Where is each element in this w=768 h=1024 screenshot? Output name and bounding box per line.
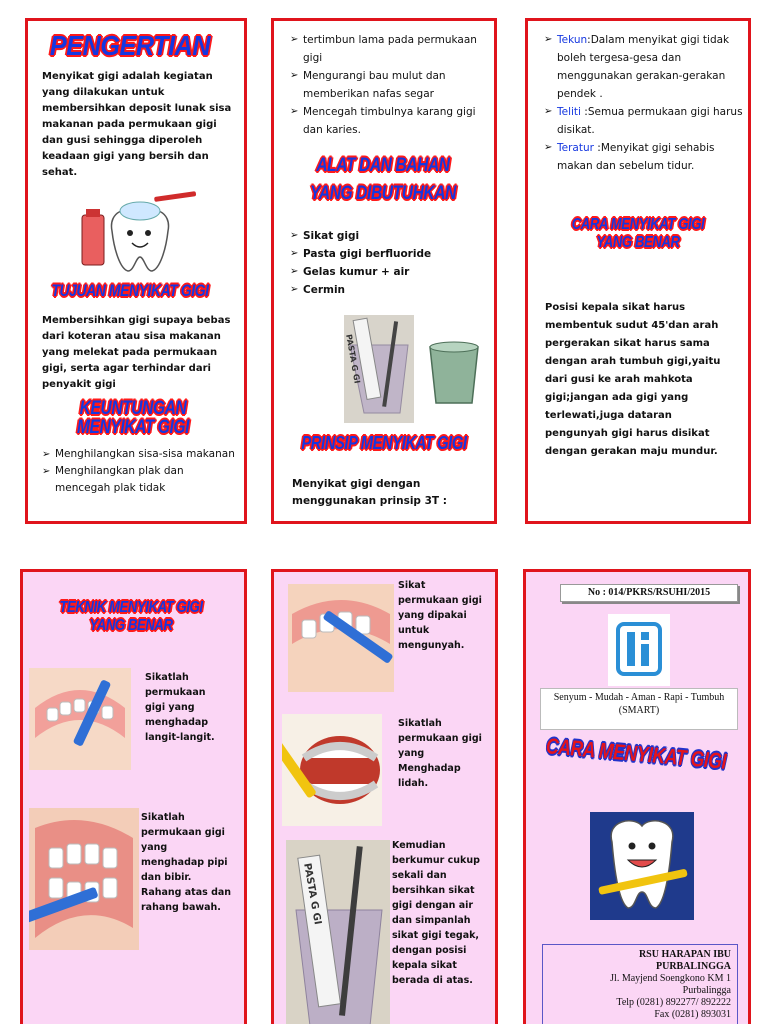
panel-teknik-lanjutan xyxy=(271,569,498,1024)
list-item: ➢ Sikat gigi xyxy=(290,227,490,245)
cara-text: Posisi kepala sikat harus membentuk sudut 45'dan arah pergerakan sikat harus sama dengan arah tumbuh gigi,yaitu dari gusi ke arah mahkota gigi;jangan ada gigi yang terlewati,juga dataran pengunyah gigi harus disikat dengan gerakan maju mundur. xyxy=(545,302,721,457)
list-item: ➢ Mencegah timbulnya karang gigi dan karies. xyxy=(290,103,490,139)
tube-label-2: PASTA G GI xyxy=(301,862,323,926)
list-item: ➢ Mengurangi bau mulut dan memberikan nafas segar xyxy=(290,67,490,103)
doc-number-box: No : 014/PKRS/RSUHI/2015 xyxy=(560,584,738,602)
title-teknik-1: TEKNIK MENYIKAT GIGI xyxy=(59,599,203,616)
prinsip-text: Menyikat gigi dengan menggunakan prinsip 3T : xyxy=(292,478,447,507)
alat-list xyxy=(290,227,490,299)
hospital-fax: Fax (0281) 893031 xyxy=(654,1009,731,1020)
brushing-chewing-image xyxy=(288,584,394,692)
motto-acronym: (SMART) xyxy=(618,705,660,716)
panel-pengertian xyxy=(25,18,247,524)
title-cara-1: CARA MENYIKAT GIGI xyxy=(571,216,705,233)
tujuan-text: Membersihkan gigi supaya bebas dari koteran atau sisa makanan yang melekat pada permukaan gigi, serta agar terhindar dari penyakit gigi xyxy=(42,315,231,390)
tooth-brushing-illustration xyxy=(78,191,198,276)
panel-alat-bahan xyxy=(271,18,497,524)
title-alat-1: ALAT DAN BAHAN xyxy=(316,155,450,176)
title-cover: CARA MENYIKAT GIGI xyxy=(545,733,727,774)
brushing-cheek-image xyxy=(29,808,139,950)
list-item: ➢ Menghilangkan sisa-sisa makanan xyxy=(42,446,238,463)
caption-cheek: Sikatlah permukaan gigi yang menghadap pipi dan bibir. Rahang atas dan rahang bawah. xyxy=(141,812,232,913)
brushing-palate-image xyxy=(29,668,131,770)
pengertian-text: Menyikat gigi adalah kegiatan yang dilakukan untuk membersihkan deposit lunak sisa makanan pada permukaan gigi dan gusi sehingga diperoleh keadaan gigi yang bersih dan sehat. xyxy=(42,71,232,178)
tube-label: PASTA G GI xyxy=(344,333,362,385)
term-teratur: Teratur xyxy=(557,142,594,154)
caption-tongue: Sikatlah permukaan gigi yang Menghadap lidah. xyxy=(398,718,482,789)
hospital-logo xyxy=(608,614,670,686)
smiling-tooth-image xyxy=(590,812,694,920)
hospital-address: Jl. Mayjend Soengkono KM 1 xyxy=(610,973,731,984)
title-pengertian: PENGERTIAN xyxy=(49,30,211,61)
hospital-phone: Telp (0281) 892277/ 892222 xyxy=(616,997,731,1008)
title-teknik-2: YANG BENAR xyxy=(89,617,173,634)
prinsip-3t-list xyxy=(544,31,744,175)
caption-palate: Sikatlah permukaan gigi yang menghadap langit-langit. xyxy=(145,672,215,743)
caption-rinse: Kemudian berkumur cukup sekali dan bersihkan sikat gigi dengan air dan simpanlah sikat gigi tegak, dengan posisi kepala sikat berada di atas. xyxy=(392,840,480,986)
list-item: ➢ Gelas kumur + air xyxy=(290,263,490,281)
manfaat-list xyxy=(290,31,490,139)
title-alat-2: YANG DIBUTUHKAN xyxy=(310,183,456,204)
list-item: ➢ Menghilangkan plak dan mencegah plak tidak xyxy=(42,463,238,497)
keuntungan-list xyxy=(42,446,238,497)
list-item: ➢ Tekun:Dalam menyikat gigi tidak boleh tergesa-gesa dan menggunakan gerakan-gerakan pendek . xyxy=(544,31,744,103)
brushing-tongue-image xyxy=(282,714,382,826)
term-tekun: Tekun xyxy=(557,34,588,46)
hospital-address-city: Purbalingga xyxy=(682,985,731,996)
hospital-city: PURBALINGGA xyxy=(655,961,731,972)
motto-box xyxy=(540,688,738,730)
hospital-name: RSU HARAPAN IBU xyxy=(638,949,731,960)
list-item: ➢ Pasta gigi berfluoride xyxy=(290,245,490,263)
title-cara-2: YANG BENAR xyxy=(596,234,680,251)
motto-text: Senyum - Mudah - Aman - Rapi - Tumbuh xyxy=(553,692,725,703)
title-keuntungan-1: KEUNTUNGAN xyxy=(79,398,187,419)
panel-cover xyxy=(523,569,751,1024)
panel-teknik xyxy=(20,569,247,1024)
title-prinsip: PRINSIP MENYIKAT GIGI xyxy=(301,433,467,453)
list-item: ➢ Teratur :Menyikat gigi sehabis makan dan sebelum tidur. xyxy=(544,139,744,175)
term-teliti: Teliti xyxy=(557,106,581,118)
title-keuntungan-2: MENYIKAT GIGI xyxy=(76,417,190,438)
caption-chewing: Sikat permukaan gigi yang dipakai untuk mengunyah. xyxy=(398,580,482,651)
title-tujuan: TUJUAN MENYIKAT GIGI xyxy=(51,281,209,300)
panel-3t xyxy=(525,18,751,524)
list-item: ➢ Teliti :Semua permukaan gigi harus disikat. xyxy=(544,103,744,139)
list-item: ➢ Cermin xyxy=(290,281,490,299)
list-item: ➢ tertimbun lama pada permukaan gigi xyxy=(290,31,490,67)
hospital-info-box xyxy=(542,944,738,1024)
glass-photo xyxy=(428,341,480,407)
